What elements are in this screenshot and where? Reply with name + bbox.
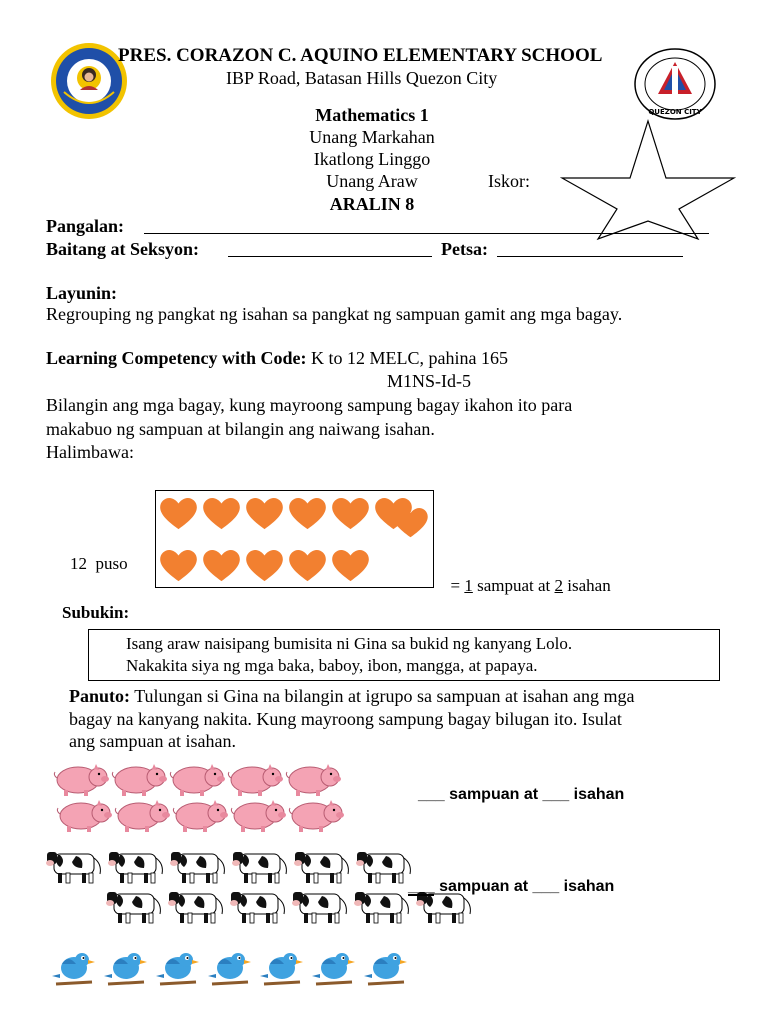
pig-icon — [168, 762, 226, 798]
week-label: Ikatlong Linggo — [313, 149, 431, 169]
pig-icon — [55, 798, 113, 834]
example-tens-label: sampuat at — [472, 576, 555, 595]
bird-icon — [258, 948, 306, 988]
instruction-line-2: bagay na kanyang nakita. Kung mayroong sampung bagay bilugan ito. Isulat — [69, 709, 622, 729]
hearts-row-2 — [160, 550, 375, 583]
date-field[interactable] — [497, 240, 683, 257]
example-ones-value: 2 — [554, 576, 564, 595]
example-result — [442, 553, 611, 597]
competency-code: M1NS-Id-5 — [387, 371, 471, 391]
bird-icon — [310, 948, 358, 988]
cow-icon — [294, 846, 354, 884]
bird-icon — [50, 948, 98, 988]
pigs-row-1 — [52, 762, 342, 798]
pigs-row-2 — [55, 798, 345, 834]
intro-line-2: makabuo ng sampuan at bilangin ang naiwang isahan. — [46, 419, 435, 439]
example-label: Halimbawa: — [46, 442, 134, 462]
instruction-line-3: ang sampuan at isahan. — [69, 731, 236, 751]
pig-icon — [287, 798, 345, 834]
score-label: Iskor: — [488, 171, 530, 191]
intro-line-1: Bilangin ang mga bagay, kung mayroong sampung bagay ikahon ito para — [46, 395, 573, 415]
school-address: IBP Road, Batasan Hills Quezon City — [226, 68, 498, 88]
exercise-heading: Subukin: — [62, 603, 130, 622]
pig-icon — [226, 762, 284, 798]
bird-icon — [206, 948, 254, 988]
example-count-label: 12 puso — [70, 554, 128, 573]
cow-icon — [168, 886, 228, 924]
competency-text: K to 12 MELC, pahina 165 — [310, 348, 508, 368]
heart-icon — [160, 498, 197, 531]
cows-row-1 — [46, 846, 416, 884]
cow-icon — [106, 886, 166, 924]
subject-title: Mathematics 1 — [315, 105, 429, 125]
grade-section-field[interactable] — [228, 240, 432, 257]
heart-icon — [160, 550, 197, 583]
bird-icon — [154, 948, 202, 988]
hearts-row-1 — [160, 498, 418, 531]
name-label: Pangalan: — [46, 216, 125, 236]
objective-heading: Layunin: — [46, 283, 118, 303]
cow-icon — [356, 846, 416, 884]
pig-icon — [284, 762, 342, 798]
cow-icon — [108, 846, 168, 884]
pig-icon — [110, 762, 168, 798]
birds-row — [50, 948, 362, 988]
quarter-label: Unang Markahan — [309, 127, 435, 147]
instruction-line-1 — [69, 685, 634, 707]
heart-icon — [203, 498, 240, 531]
cow-icon — [46, 846, 106, 884]
story-line-2: Nakakita siya ng mga baka, baboy, ibon, mangga, at papaya. — [126, 656, 538, 675]
cow-icon — [232, 846, 292, 884]
heart-icon — [246, 498, 283, 531]
objective-text: Regrouping ng pangkat ng isahan sa pangkat ng sampuan gamit ang mga bagay. — [46, 304, 623, 324]
date-label: Petsa: — [441, 239, 488, 259]
example-eq-prefix: = — [450, 576, 465, 595]
division-seal-logo — [634, 48, 716, 120]
story-line-1: Isang araw naisipang bumisita ni Gina sa bukid ng kanyang Lolo. — [126, 634, 573, 653]
instruction-label: Panuto: — [69, 686, 131, 706]
grade-section-label: Baitang at Seksyon: — [46, 239, 200, 259]
competency-line — [46, 347, 508, 369]
heart-icon — [203, 550, 240, 583]
heart-icon — [289, 498, 326, 531]
heart-icon — [246, 550, 283, 583]
example-ones-label: isahan — [563, 576, 611, 595]
heart-icon — [332, 498, 369, 531]
cow-icon — [354, 886, 414, 924]
name-field[interactable] — [144, 217, 709, 234]
school-name: PRES. CORAZON C. AQUINO ELEMENTARY SCHOOL — [118, 45, 603, 66]
pigs-answer[interactable]: ___ sampuan at ___ isahan — [418, 786, 625, 803]
svg-text:QUEZON CITY: QUEZON CITY — [648, 108, 702, 116]
cow-icon — [292, 886, 352, 924]
school-seal-logo — [50, 42, 128, 120]
day-label: Unang Araw — [326, 171, 418, 191]
pig-icon — [52, 762, 110, 798]
bird-icon — [362, 948, 410, 988]
example-tens-value: 1 — [464, 576, 473, 595]
cow-icon — [170, 846, 230, 884]
competency-label: Learning Competency with Code: — [46, 348, 307, 368]
bird-icon — [102, 948, 150, 988]
pig-icon — [113, 798, 171, 834]
lesson-title: ARALIN 8 — [329, 194, 415, 214]
cow-icon — [230, 886, 290, 924]
cows-answer[interactable]: ___ sampuan at ___ isahan — [408, 878, 615, 895]
extra-heart-icon — [393, 508, 428, 539]
heart-icon — [332, 550, 369, 583]
pig-icon — [171, 798, 229, 834]
pig-icon — [229, 798, 287, 834]
heart-icon — [289, 550, 326, 583]
instruction-text-1: Tulungan si Gina na bilangin at igrupo sa sampuan at isahan ang mga — [130, 686, 635, 706]
